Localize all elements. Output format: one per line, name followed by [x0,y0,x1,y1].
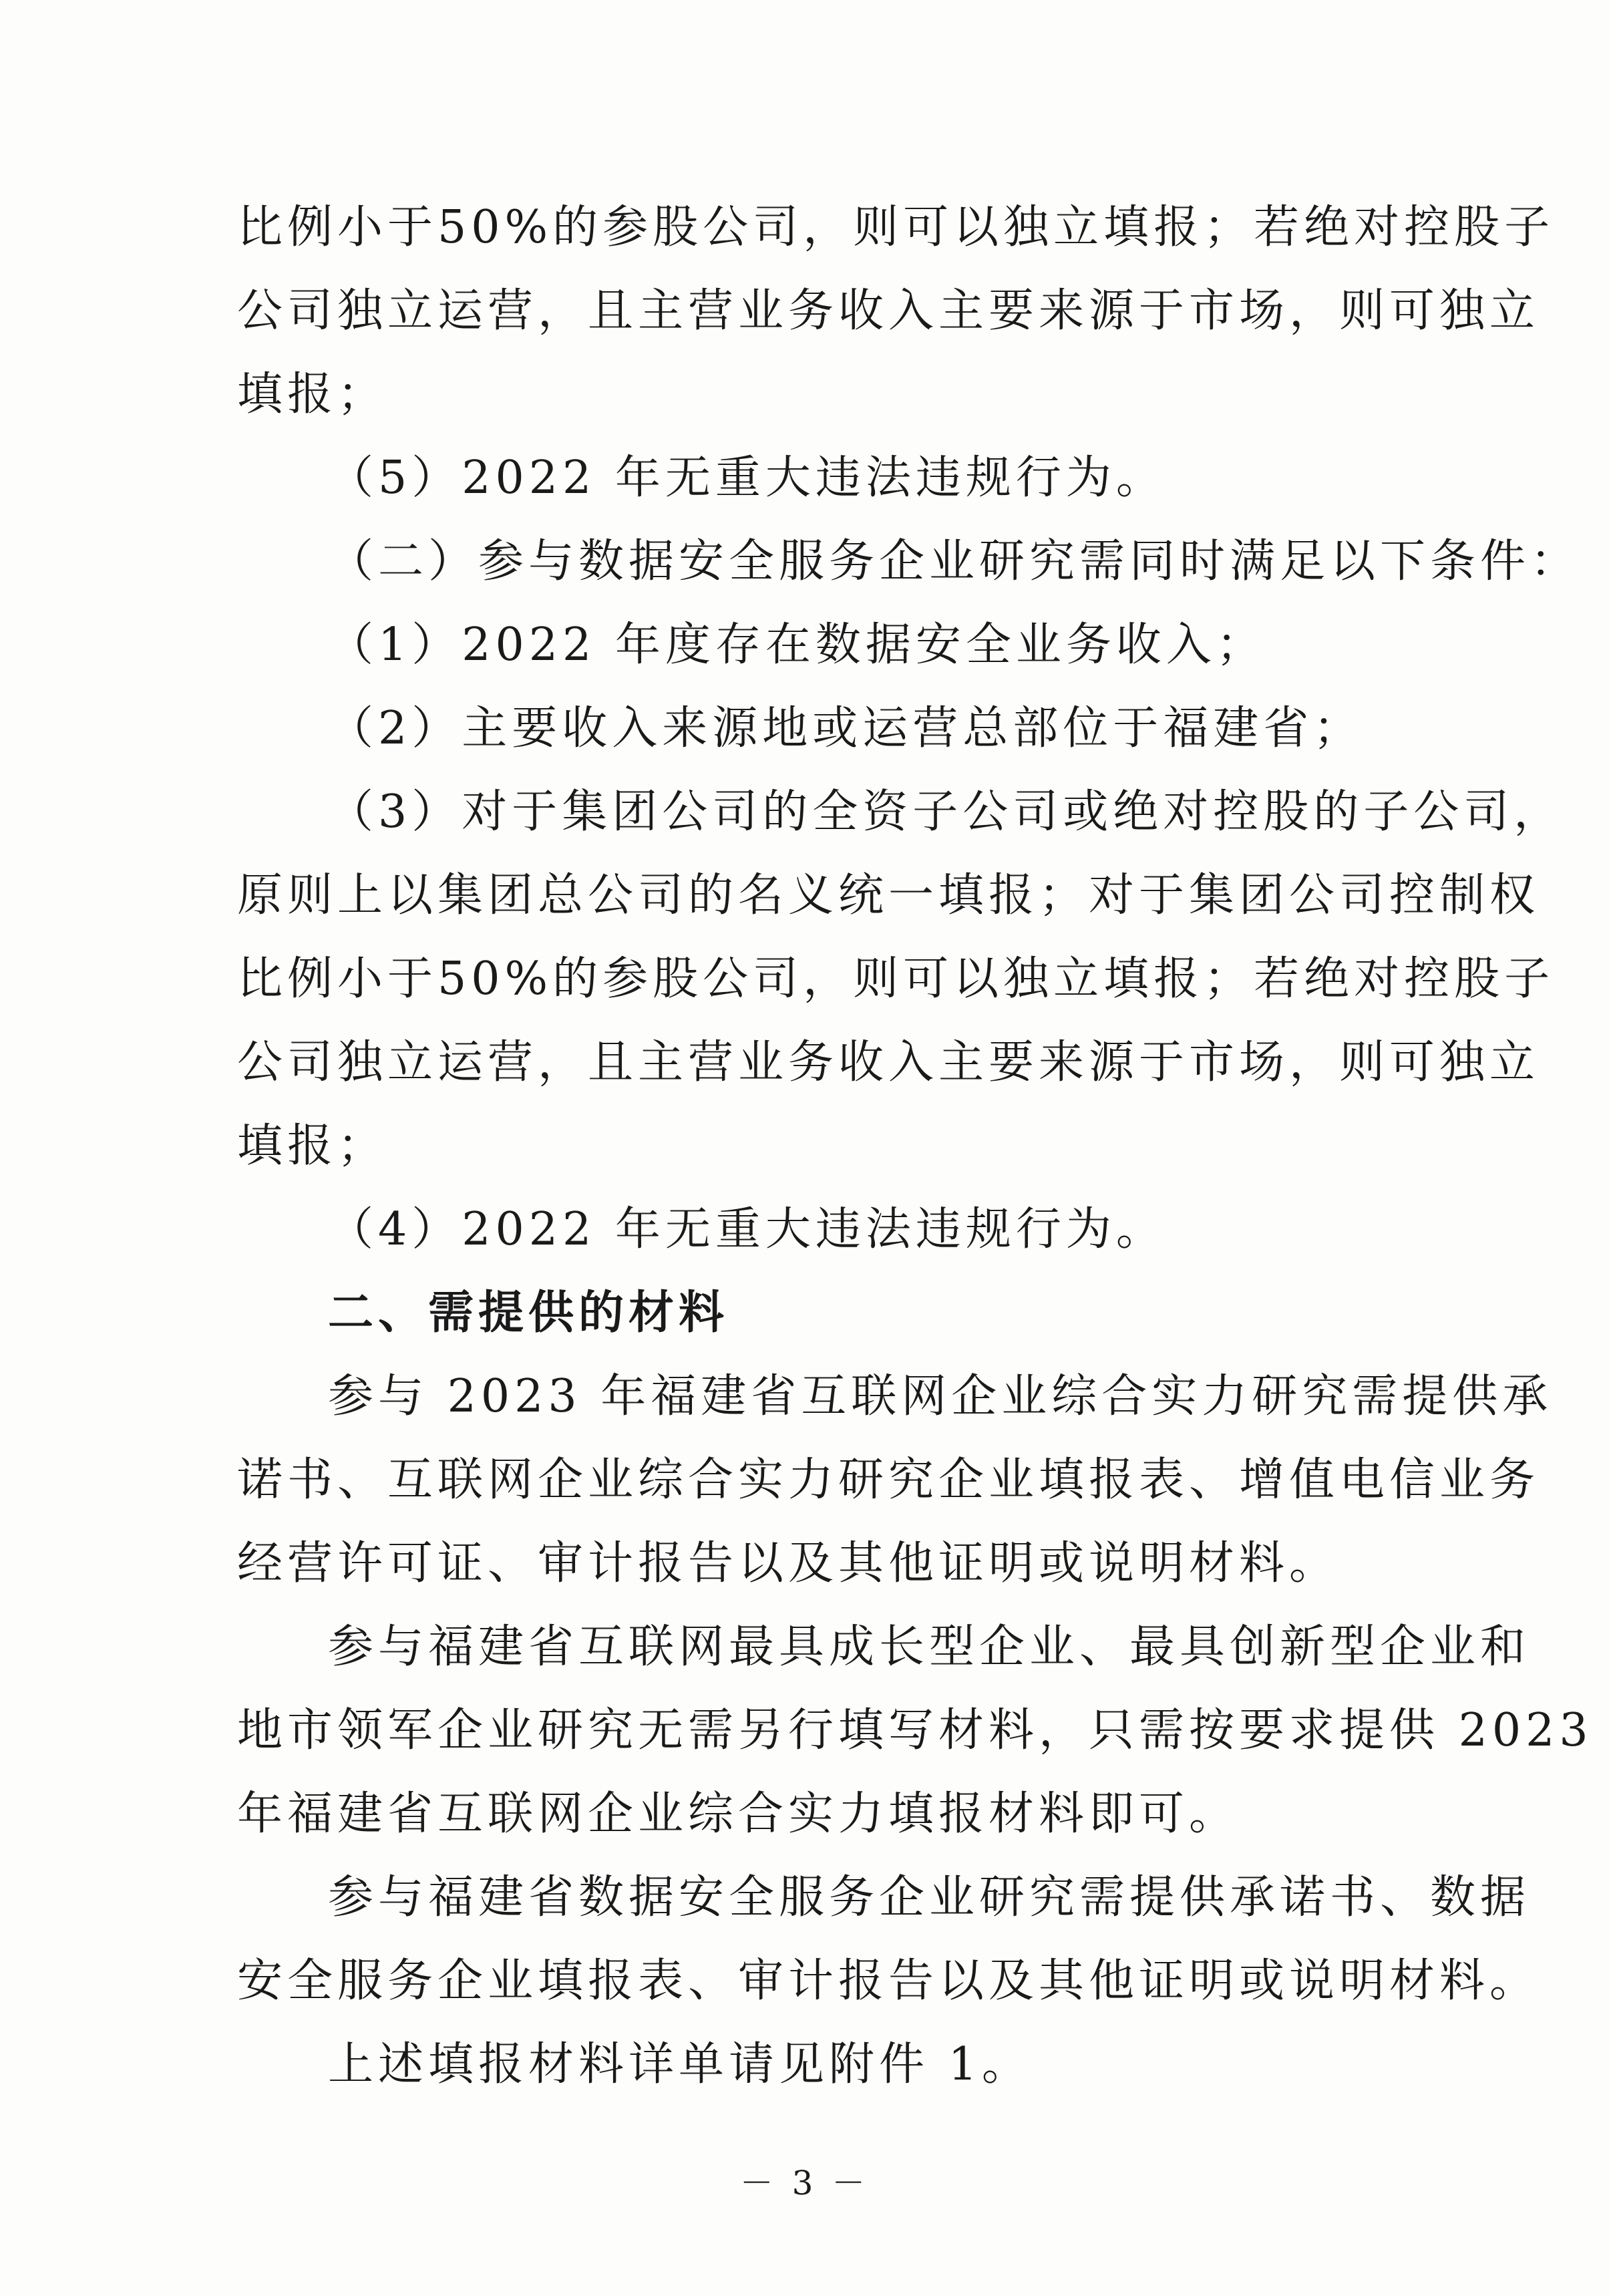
condition-item-5: （5）2022 年无重大违法违规行为。 [328,452,1166,504]
paragraph-line: 比例小于50%的参股公司，则可以独立填报；若绝对控股子 [237,201,1555,254]
condition-item-2: （2）主要收入来源地或运营总部位于福建省； [328,702,1364,755]
paragraph-line: 上述填报材料详单请见附件 1。 [328,2038,1032,2091]
condition-item-3: （3）对于集团公司的全资子公司或绝对控股的子公司， [328,786,1564,838]
paragraph-line: 参与福建省互联网最具成长型企业、最具创新型企业和 [328,1621,1531,1673]
paragraph-line: 原则上以集团总公司的名义统一填报；对于集团公司控制权 [237,869,1540,922]
paragraph-line: 安全服务企业填报表、审计报告以及其他证明或说明材料。 [237,1955,1540,2007]
paragraph-line: 参与 2023 年福建省互联网企业综合实力研究需提供承 [328,1370,1553,1423]
paragraph-line: 比例小于50%的参股公司，则可以独立填报；若绝对控股子 [237,953,1555,1005]
section-subheading: （二）参与数据安全服务企业研究需同时满足以下条件： [328,535,1581,588]
document-body [237,186,1593,2106]
page-number: － 3 － [739,2164,870,2202]
paragraph-line: 填报； [237,368,388,421]
paragraph-line: 地市领军企业研究无需另行填写材料，只需按要求提供 2023 [237,1704,1593,1757]
paragraph-line: 经营许可证、审计报告以及其他证明或说明材料。 [237,1537,1340,1590]
condition-item-4: （4）2022 年无重大违法违规行为。 [328,1203,1166,1256]
condition-item-1: （1）2022 年度存在数据安全业务收入； [328,619,1266,671]
paragraph-line: 填报； [237,1120,388,1172]
paragraph-line: 诺书、互联网企业综合实力研究企业填报表、增值电信业务 [237,1454,1540,1506]
paragraph-line: 年福建省互联网企业综合实力填报材料即可。 [237,1788,1240,1840]
paragraph-line: 参与福建省数据安全服务企业研究需提供承诺书、数据 [328,1871,1531,1924]
paragraph-line: 公司独立运营，且主营业务收入主要来源于市场，则可独立 [237,285,1540,337]
section-heading: 二、需提供的材料 [328,1287,729,1339]
paragraph-line: 公司独立运营，且主营业务收入主要来源于市场，则可独立 [237,1036,1540,1089]
